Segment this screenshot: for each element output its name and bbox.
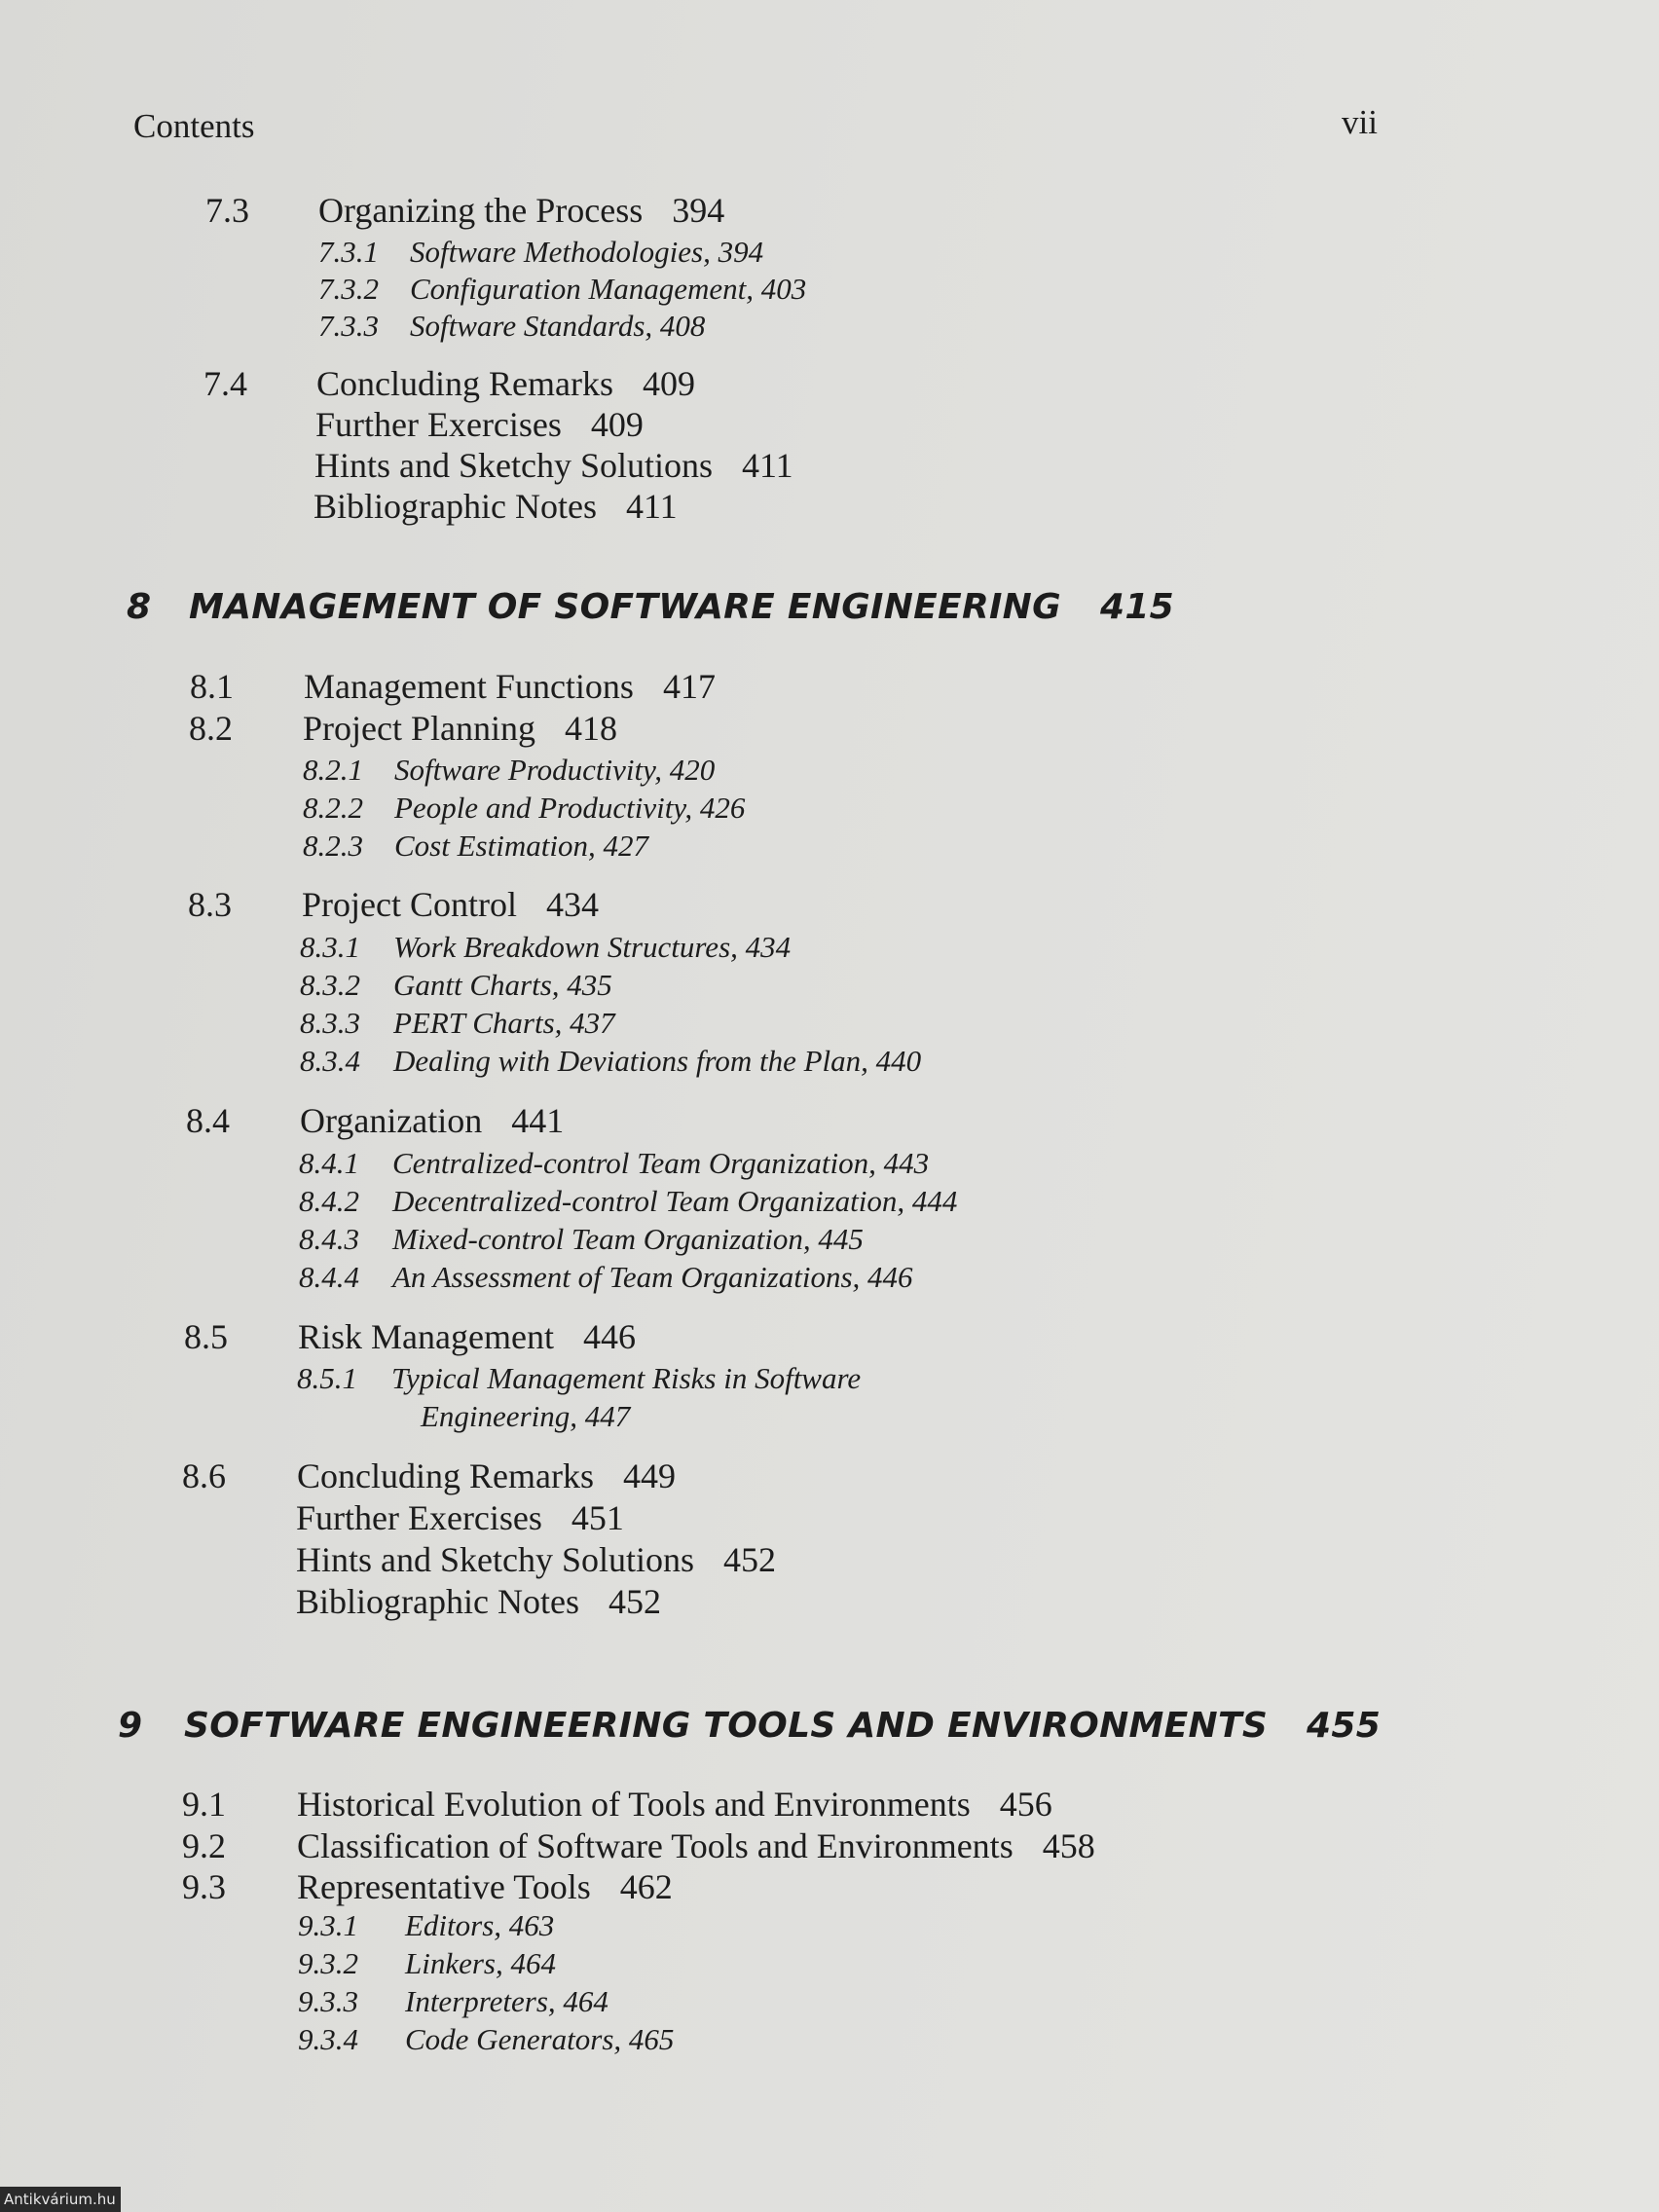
section-8-6-number: 8.6 xyxy=(182,1456,226,1495)
subsection-text: People and Productivity, 426 xyxy=(394,791,746,825)
subsection-number: 7.3.2 xyxy=(318,272,379,306)
section-title: Organizing the Process xyxy=(318,191,644,230)
section-title: Bibliographic Notes xyxy=(313,487,597,526)
subsection-text: Gantt Charts, 435 xyxy=(393,968,612,1002)
chapter-title: MANAGEMENT OF SOFTWARE ENGINEERING xyxy=(189,587,1061,627)
section-page: 456 xyxy=(999,1785,1052,1824)
subsection-text: Interpreters, 464 xyxy=(405,1984,608,2018)
chapter-page: 455 xyxy=(1307,1706,1382,1746)
section-7-3-entry xyxy=(318,190,724,231)
subsection-number: 8.3.3 xyxy=(300,1006,360,1040)
section-title: Hints and Sketchy Solutions xyxy=(296,1540,695,1579)
section-page: 417 xyxy=(662,667,716,706)
subsection-number: 8.4.2 xyxy=(299,1184,359,1218)
subsection-number: 8.3.4 xyxy=(300,1044,360,1078)
subsection-number: 8.3.1 xyxy=(300,930,360,964)
section-8-4-entry xyxy=(300,1100,564,1141)
section-8-2-entry xyxy=(303,708,617,749)
section-page: 458 xyxy=(1042,1826,1095,1865)
section-title: Further Exercises xyxy=(296,1498,542,1537)
section-8-3-entry xyxy=(302,884,599,925)
section-page: 452 xyxy=(723,1540,777,1579)
subsection-number: 8.4.1 xyxy=(299,1146,359,1180)
page-number: vii xyxy=(1342,103,1378,141)
subsection-text: Software Productivity, 420 xyxy=(394,753,716,787)
section-page: 446 xyxy=(582,1317,636,1356)
chapter-number: 9 xyxy=(118,1706,143,1746)
section-page: 441 xyxy=(511,1101,565,1140)
subsection-9-3-4 xyxy=(298,2022,674,2057)
chapter-title: SOFTWARE ENGINEERING TOOLS AND ENVIRONMENTS xyxy=(184,1706,1269,1746)
section-7-4-line-3 xyxy=(314,445,793,486)
section-8-6-line-4 xyxy=(296,1581,661,1622)
subsection-8-5-1-continuation: Engineering, 447 xyxy=(421,1399,631,1433)
section-title: Representative Tools xyxy=(297,1867,591,1906)
section-title: Concluding Remarks xyxy=(316,364,613,403)
subsection-text: Linkers, 464 xyxy=(405,1946,556,1980)
subsection-text: PERT Charts, 437 xyxy=(393,1006,615,1040)
running-header-left: Contents xyxy=(133,107,255,145)
section-9-2-entry xyxy=(297,1825,1095,1866)
subsection-8-3-1 xyxy=(300,930,791,965)
section-page: 449 xyxy=(622,1456,676,1495)
subsection-number: 8.4.3 xyxy=(299,1222,359,1256)
section-page: 394 xyxy=(672,191,725,230)
section-page: 411 xyxy=(742,446,793,485)
section-title: Project Control xyxy=(302,885,517,924)
subsection-text: Dealing with Deviations from the Plan, 440 xyxy=(393,1044,922,1078)
section-title: Hints and Sketchy Solutions xyxy=(314,446,714,485)
section-8-5-number: 8.5 xyxy=(184,1317,228,1356)
subsection-8-3-2 xyxy=(300,968,612,1003)
section-9-1-entry xyxy=(297,1784,1052,1825)
subsection-8-2-2 xyxy=(303,791,745,826)
subsection-8-4-4 xyxy=(299,1260,913,1295)
section-page: 462 xyxy=(619,1867,673,1906)
section-8-1-entry xyxy=(304,666,716,707)
section-8-6-line-2 xyxy=(296,1497,624,1538)
subsection-text: An Assessment of Team Organizations, 446 xyxy=(392,1260,913,1294)
subsection-number: 8.2.3 xyxy=(303,829,363,863)
subsection-7-3-3 xyxy=(318,309,705,344)
subsection-9-3-2 xyxy=(298,1946,556,1981)
chapter-number: 8 xyxy=(127,587,152,627)
subsection-text: Centralized-control Team Organization, 443 xyxy=(392,1146,930,1180)
subsection-8-3-4 xyxy=(300,1044,921,1079)
section-page: 418 xyxy=(564,709,617,748)
section-page: 409 xyxy=(590,405,644,444)
section-7-4-line-4 xyxy=(313,486,678,527)
section-title: Historical Evolution of Tools and Environments xyxy=(297,1785,971,1824)
subsection-7-3-1 xyxy=(318,235,763,270)
chapter-9-heading xyxy=(118,1706,1381,1746)
subsection-8-4-2 xyxy=(299,1184,957,1219)
subsection-7-3-2 xyxy=(318,272,806,307)
section-8-6-line-1 xyxy=(297,1456,676,1496)
watermark-badge: Antikvárium.hu xyxy=(0,2187,121,2212)
subsection-text: Mixed-control Team Organization, 445 xyxy=(392,1222,864,1256)
subsection-text: Work Breakdown Structures, 434 xyxy=(393,930,792,964)
subsection-8-3-3 xyxy=(300,1006,615,1041)
subsection-number: 8.5.1 xyxy=(297,1361,357,1395)
section-title: Project Planning xyxy=(303,709,535,748)
section-page: 411 xyxy=(625,487,678,526)
subsection-text: Code Generators, 465 xyxy=(405,2022,675,2056)
section-page: 409 xyxy=(642,364,695,403)
subsection-text: Decentralized-control Team Organization, 444 xyxy=(392,1184,958,1218)
subsection-number: 8.3.2 xyxy=(300,968,360,1002)
section-title: Bibliographic Notes xyxy=(296,1582,579,1621)
section-9-3-number: 9.3 xyxy=(182,1867,226,1906)
section-title: Concluding Remarks xyxy=(297,1456,594,1495)
section-title: Management Functions xyxy=(304,667,634,706)
subsection-number: 9.3.4 xyxy=(298,2022,358,2056)
subsection-number: 8.2.2 xyxy=(303,791,363,825)
section-9-3-entry xyxy=(297,1866,673,1907)
subsection-8-2-3 xyxy=(303,829,648,864)
section-7-4-number: 7.4 xyxy=(203,364,247,403)
subsection-number: 9.3.1 xyxy=(298,1908,358,1942)
subsection-text: Editors, 463 xyxy=(405,1908,555,1942)
section-title: Organization xyxy=(300,1101,483,1140)
subsection-number: 8.4.4 xyxy=(299,1260,359,1294)
section-8-4-number: 8.4 xyxy=(186,1101,230,1140)
subsection-9-3-3 xyxy=(298,1984,608,2019)
subsection-text: Typical Management Risks in Software xyxy=(391,1361,862,1395)
section-8-3-number: 8.3 xyxy=(188,885,232,924)
section-title: Further Exercises xyxy=(315,405,562,444)
section-7-3-number: 7.3 xyxy=(205,191,249,230)
section-8-2-number: 8.2 xyxy=(189,709,233,748)
subsection-number: 7.3.3 xyxy=(318,309,379,343)
subsection-9-3-1 xyxy=(298,1908,554,1943)
section-8-5-entry xyxy=(298,1316,636,1357)
section-8-1-number: 8.1 xyxy=(190,667,234,706)
subsection-text: Software Standards, 408 xyxy=(410,309,706,343)
section-9-2-number: 9.2 xyxy=(182,1826,226,1865)
subsection-number: 8.2.1 xyxy=(303,753,363,787)
subsection-number: 7.3.1 xyxy=(318,235,379,269)
subsection-text: Software Methodologies, 394 xyxy=(410,235,764,269)
section-8-6-line-3 xyxy=(296,1539,776,1580)
section-page: 434 xyxy=(545,885,599,924)
subsection-8-5-1 xyxy=(297,1361,861,1396)
subsection-number: 9.3.2 xyxy=(298,1946,358,1980)
chapter-8-heading xyxy=(127,587,1174,627)
section-page: 452 xyxy=(608,1582,661,1621)
section-title: Classification of Software Tools and Environments xyxy=(297,1826,1014,1865)
section-title: Risk Management xyxy=(298,1317,554,1356)
subsection-8-4-1 xyxy=(299,1146,929,1181)
section-7-4-line-2 xyxy=(315,404,644,445)
subsection-text: Configuration Management, 403 xyxy=(410,272,807,306)
subsection-8-2-1 xyxy=(303,753,715,788)
section-9-1-number: 9.1 xyxy=(182,1785,226,1824)
subsection-text: Cost Estimation, 427 xyxy=(394,829,648,863)
section-7-4-line-1 xyxy=(316,363,695,404)
section-page: 451 xyxy=(571,1498,624,1537)
subsection-8-4-3 xyxy=(299,1222,864,1257)
subsection-number: 9.3.3 xyxy=(298,1984,358,2018)
chapter-page: 415 xyxy=(1099,587,1175,627)
